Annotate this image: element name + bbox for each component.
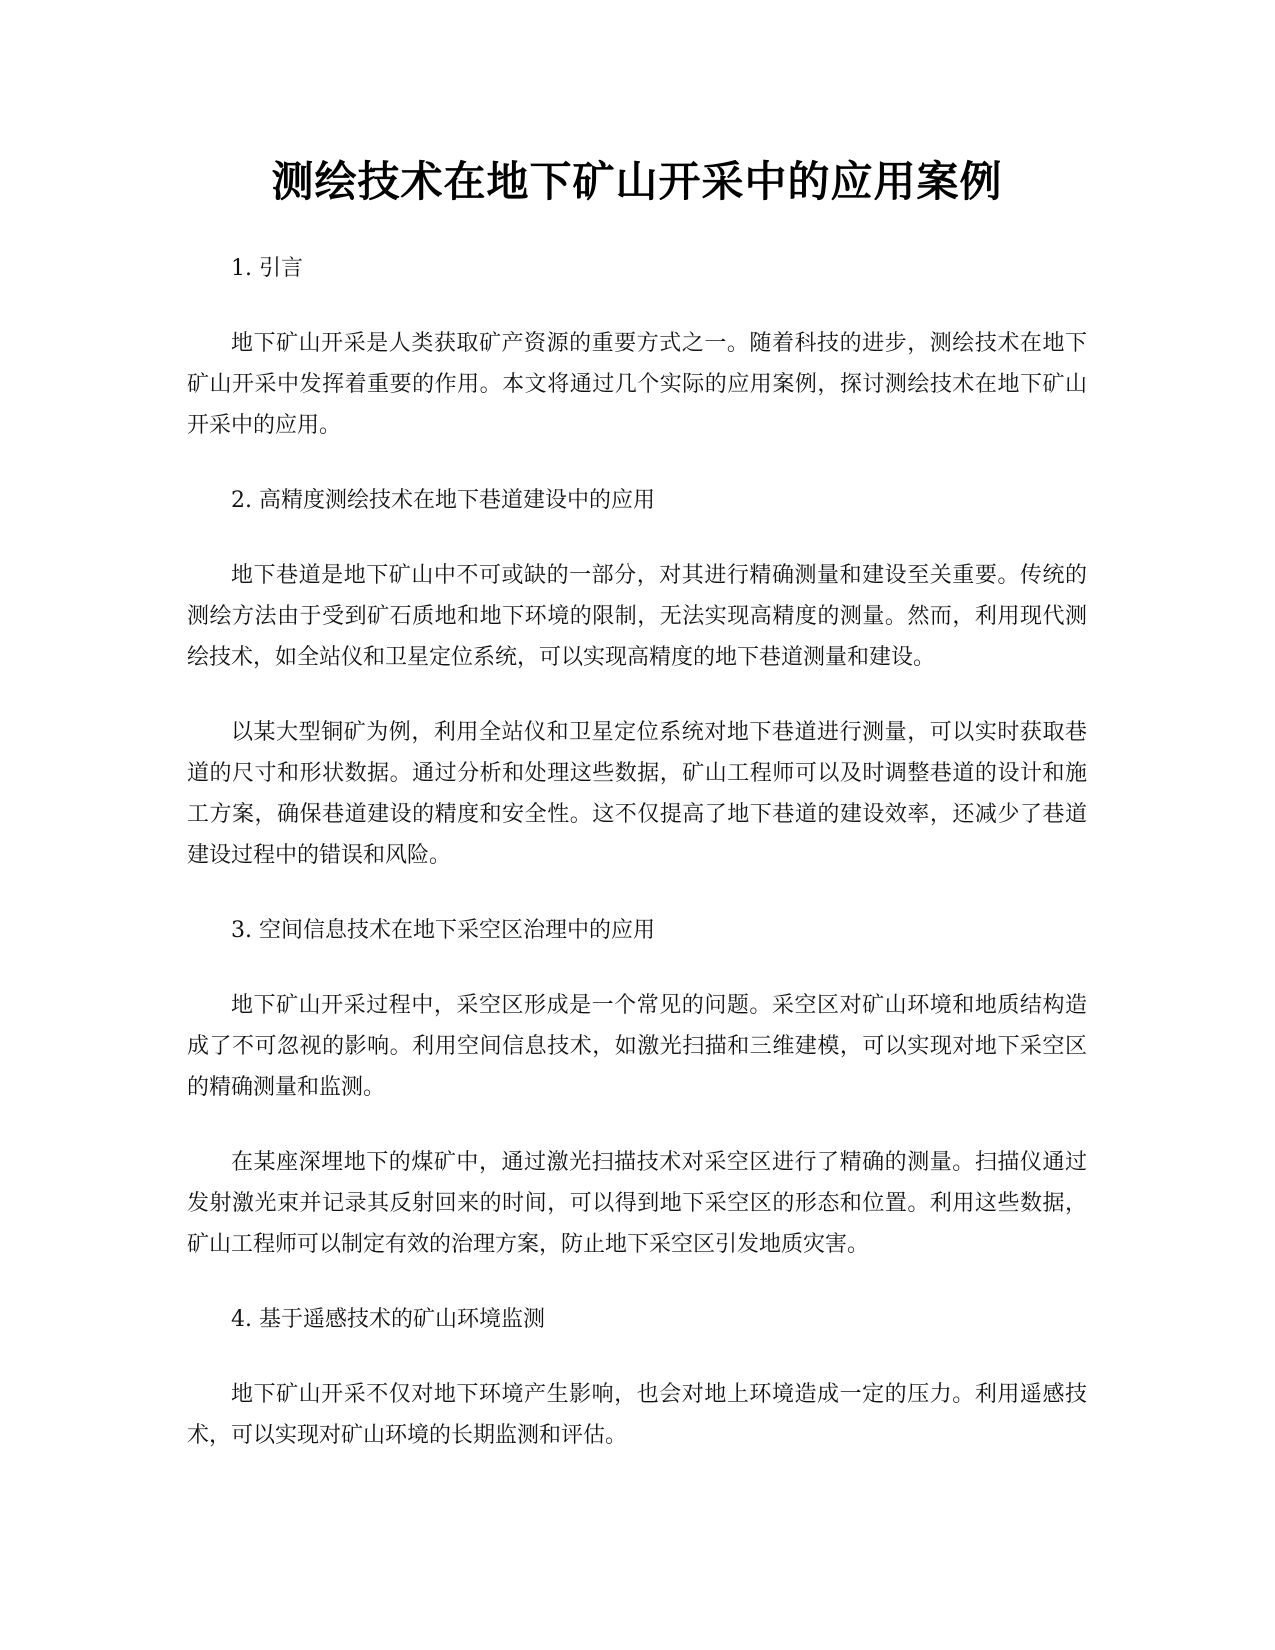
paragraph-tunnel-survey-2: 以某大型铜矿为例，利用全站仪和卫星定位系统对地下巷道进行测量，可以实时获取巷道的尺寸和形状数据。通过分析和处理这些数据，矿山工程师可以及时调整巷道的设计和施工方案，确保巷道建设的精度和安全性。这不仅提高了地下巷道的建设效率，还减少了巷道建设过程中的错误和风险。 (187, 720, 1087, 868)
paragraph-tunnel-survey-1: 地下巷道是地下矿山中不可或缺的一部分，对其进行精确测量和建设至关重要。传统的测绘方法由于受到矿石质地和地下环境的限制，无法实现高精度的测量。然而，利用现代测绘技术，如全站仪和卫星定位系统，可以实现高精度的地下巷道测量和建设。 (187, 563, 1087, 670)
document-body (187, 140, 1087, 1490)
paragraph-goaf-treatment-2: 在某座深埋地下的煤矿中，通过激光扫描技术对采空区进行了精确的测量。扫描仪通过发射激光束并记录其反射回来的时间，可以得到地下采空区的形态和位置。利用这些数据，矿山工程师可以制定有效的治理方案，防止地下采空区引发地质灾害。 (187, 1150, 1087, 1257)
section-heading-goaf-treatment: 3. 空间信息技术在地下采空区治理中的应用 (231, 918, 655, 943)
paragraph-goaf-treatment-1: 地下矿山开采过程中，采空区形成是一个常见的问题。采空区对矿山环境和地质结构造成了不可忽视的影响。利用空间信息技术，如激光扫描和三维建模，可以实现对地下采空区的精确测量和监测。 (187, 993, 1087, 1100)
document-title: 测绘技术在地下矿山开采中的应用案例 (271, 157, 1003, 206)
paragraph-remote-sensing: 地下矿山开采不仅对地下环境产生影响，也会对地上环境造成一定的压力。利用遥感技术，可以实现对矿山环境的长期监测和评估。 (187, 1382, 1087, 1448)
paragraph-introduction: 地下矿山开采是人类获取矿产资源的重要方式之一。随着科技的进步，测绘技术在地下矿山开采中发挥着重要的作用。本文将通过几个实际的应用案例，探讨测绘技术在地下矿山开采中的应用。 (187, 331, 1087, 438)
section-heading-introduction: 1. 引言 (231, 256, 303, 281)
section-heading-remote-sensing: 4. 基于遥感技术的矿山环境监测 (231, 1307, 545, 1332)
section-heading-tunnel-survey: 2. 高精度测绘技术在地下巷道建设中的应用 (231, 488, 655, 513)
